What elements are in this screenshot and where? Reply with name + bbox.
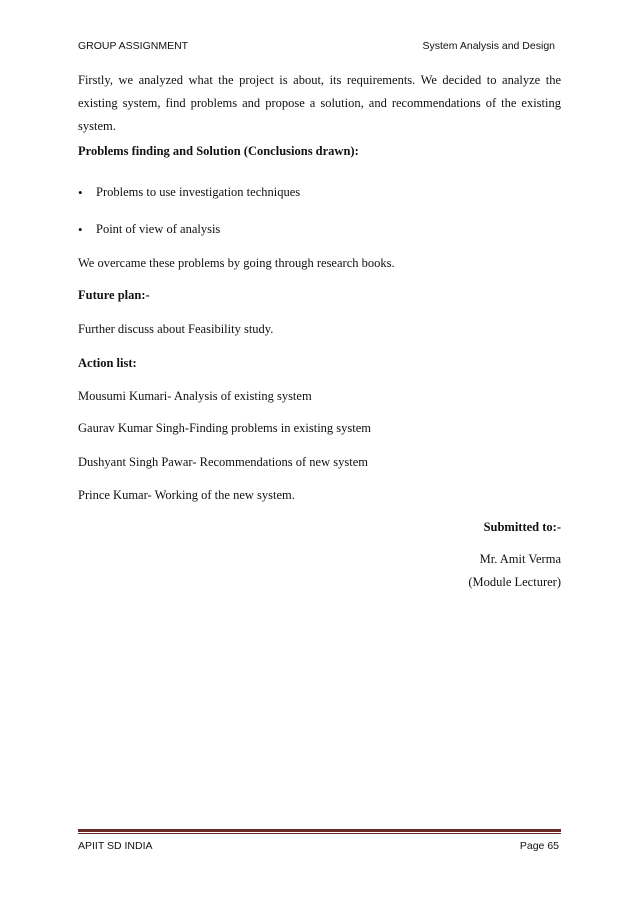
action-item: Prince Kumar- Working of the new system. xyxy=(78,488,295,502)
header-right: System Analysis and Design xyxy=(422,40,555,52)
footer-rule xyxy=(78,829,561,832)
footer-left: APIIT SD INDIA xyxy=(78,840,153,852)
bullet-text: Problems to use investigation techniques xyxy=(96,185,301,199)
header-left: GROUP ASSIGNMENT xyxy=(78,40,189,52)
future-plan-text: Further discuss about Feasibility study. xyxy=(78,322,274,336)
action-list-heading: Action list: xyxy=(78,356,137,370)
bullet-icon: • xyxy=(78,185,83,200)
submitted-to-role: (Module Lecturer) xyxy=(468,575,561,589)
submitted-to-name: Mr. Amit Verma xyxy=(479,552,561,566)
action-item: Mousumi Kumari- Analysis of existing system xyxy=(78,389,312,403)
footer-rule-thin xyxy=(78,833,561,834)
future-plan-heading: Future plan:- xyxy=(78,288,150,302)
problems-resolution: We overcame these problems by going through research books. xyxy=(78,256,395,270)
submitted-to-heading: Submitted to:- xyxy=(483,520,561,534)
action-item: Gaurav Kumar Singh-Finding problems in existing system xyxy=(78,421,372,435)
problems-heading: Problems finding and Solution (Conclusions drawn): xyxy=(78,144,359,158)
intro-paragraph: Firstly, we analyzed what the project is about, its requirements. We decided to analyze the existing system, find problems and propose a solution, and recommendations of the existing system. xyxy=(78,73,561,133)
bullet-icon: • xyxy=(78,222,83,237)
page-number: Page 65 xyxy=(519,840,559,852)
bullet-text: Point of view of analysis xyxy=(96,222,221,236)
action-item: Dushyant Singh Pawar- Recommendations of new system xyxy=(78,455,368,469)
